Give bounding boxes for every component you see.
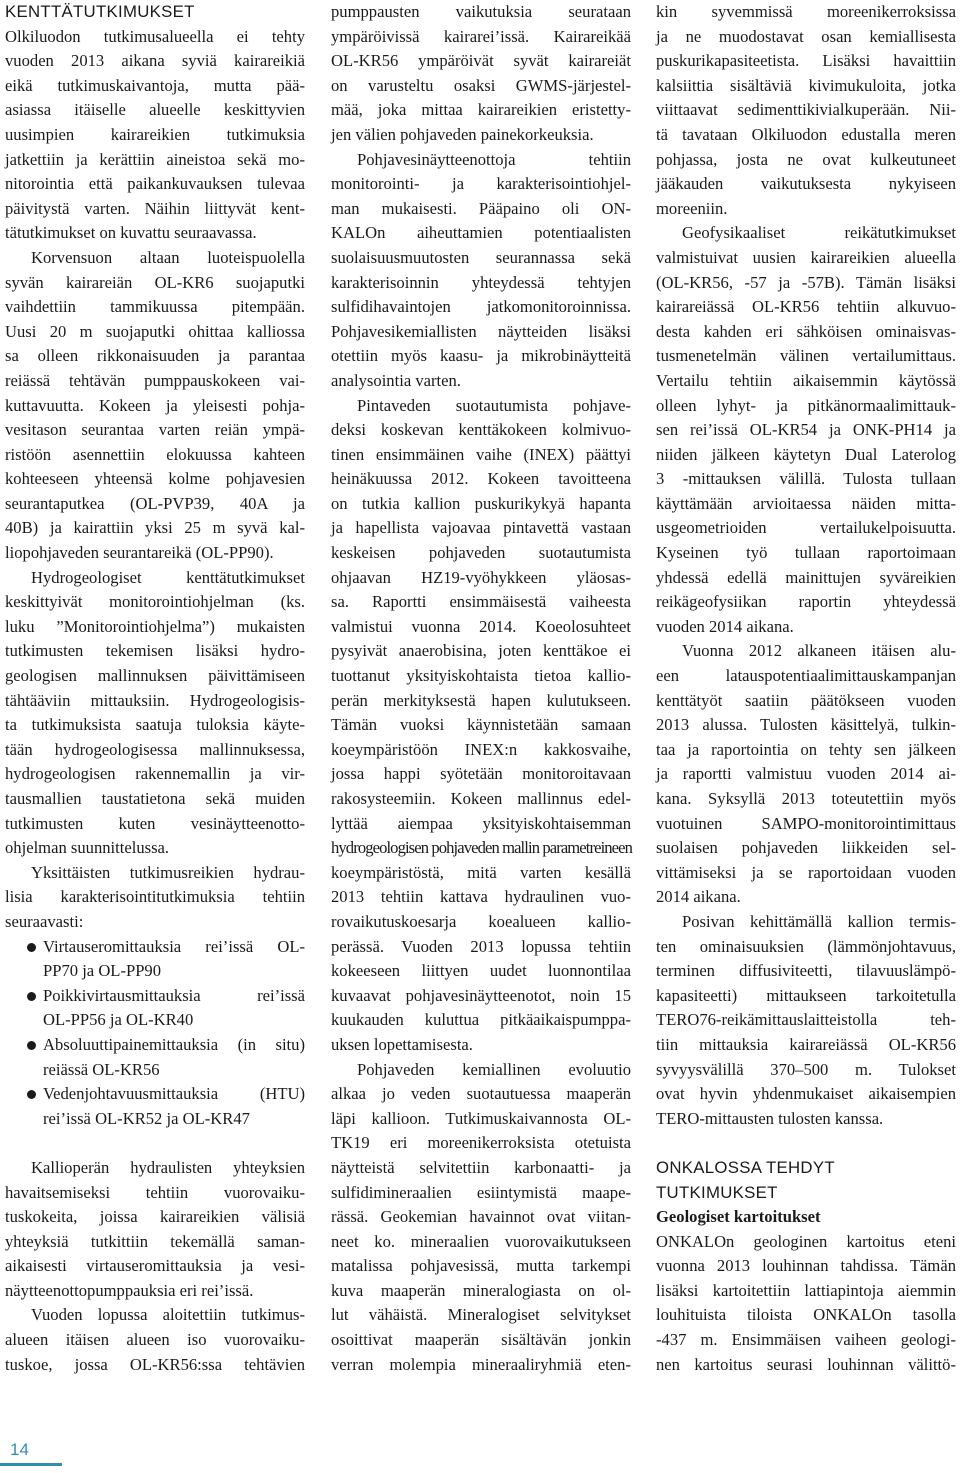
bullet-icon	[27, 943, 36, 952]
text-line: TK19 eri moreenikerroksista otetuista	[331, 1133, 631, 1153]
paragraph-first-line: Pintaveden suotautumista pohjave-	[357, 395, 631, 415]
text-line: TERO76-reikämittauslaitteistolla teh-	[656, 1010, 956, 1030]
text-line: neet ko. mineraalien vuorovaikutukseen	[331, 1231, 631, 1251]
text-line: kuttavuutta. Kokeen ja yleisesti pohja-	[5, 395, 305, 415]
text-line: kalsiittia sisältäviä kivimukuloita, jotka	[656, 75, 956, 95]
text-line: OL-KR56 ympäröivät syvät kairareiät	[331, 51, 631, 71]
text-line: ten ominaisuuksien (lämmönjohtavuus,	[656, 936, 956, 956]
section-heading: KENTTÄTUTKIMUKSET	[5, 2, 195, 21]
paragraph-first-line: Vuonna 2012 alkaneen itäisen alu-	[682, 641, 956, 661]
text-line: valmistui vuonna 2014. Koeolosuhteet	[331, 616, 631, 636]
text-line: karakterisoinnin yhteydessä tehtyjen	[331, 272, 631, 292]
text-line: tätutkimukset on kuvattu seuraavassa.	[5, 223, 257, 243]
text-line: rakosysteemiin. Kokeen mallinnus edel-	[331, 789, 631, 808]
list-item	[5, 1033, 305, 1058]
paragraph-first-line: Yksittäisten tutkimusreikien hydrau-	[31, 862, 305, 882]
text-line: jatkettiin ja kerättiin aineistoa sekä mo-	[5, 149, 305, 169]
text-line: 40B) ja kairattiin yksi 25 m syvä kal-	[5, 518, 305, 538]
text-line: nen kartoitus seurasi louhinnan välittö-	[656, 1354, 956, 1374]
text-line: aikaisesti virtauseromittauksia ja vesi-	[5, 1256, 305, 1276]
text-line: liopohjaveden seurantareikä (OL-PP90).	[5, 543, 274, 563]
text-line: tuskokeita, joissa kairareikien välisiä	[5, 1207, 305, 1227]
text-line: 2013 alussa. Tulosten käsittelyä, tulkin-	[656, 715, 956, 735]
paragraph-first-line: Posivan kehittämällä kallion termis-	[682, 911, 956, 931]
text-line: käyttämään arvioitaessa näiden mitta-	[656, 493, 956, 513]
text-line: näytteistä selvitettiin karbonaatti- ja	[331, 1157, 631, 1177]
paragraph-first-line: Hydrogeologiset kenttätutkimukset	[31, 567, 305, 587]
text-line: seurantaputkea (OL-PVP39, 40A ja	[5, 493, 305, 513]
text-line: havaitsemiseksi tehtiin vuorovaiku-	[5, 1182, 305, 1202]
text-line: jen välien pohjaveden painekorkeuksia.	[331, 124, 594, 144]
text-column-2	[331, 0, 631, 1377]
text-line: mää, joka mittaa kairareikien eristetty-	[331, 100, 631, 120]
text-line: nitorointia että paikankuvauksen tulevaa	[5, 174, 305, 194]
text-line: päivitystä varten. Näihin liittyvät kent-	[5, 198, 305, 218]
text-line: sulfidihavaintojen jatkomonitoroinnissa.	[331, 297, 631, 317]
text-line: kana. Syksyllä 2013 toteutettiin myös	[656, 789, 956, 808]
text-line: taa ja raportointia on tehty sen jälkeen	[656, 739, 956, 759]
text-line: hydrogeologisen pohjaveden mallin parametreineen	[331, 838, 632, 858]
text-line: jossa happi syötetään monitoroitavaan	[331, 764, 631, 784]
text-line: valmistuivat uusien kairareikien alueella	[656, 247, 956, 267]
text-line: läpi kallioon. Tutkimuskaivannosta OL-	[331, 1108, 631, 1128]
text-line: lyttää aiempaa yksityiskohtaisemman	[331, 813, 631, 833]
text-line: on varusteltu osaksi GWMS-järjestel-	[331, 75, 631, 95]
text-line: verran molempia mineraaliryhmiä eten-	[331, 1354, 631, 1374]
text-line: Olkiluodon tutkimusalueella ei tehty	[5, 26, 305, 46]
text-line: yhdessä edellä mainittujen syväreikien	[656, 567, 956, 587]
text-line: pysyivät anaerobisina, joten kenttäkoe ei	[331, 641, 631, 661]
text-line: ohjaavan HZ19-vyöhykkeen yläosas-	[331, 567, 631, 587]
text-line: viittaavat sedimenttikivialkuperään. Nii-	[656, 100, 956, 120]
paragraph-first-line: Pohjaveden kemiallinen evoluutio	[357, 1059, 631, 1079]
text-line: puskurikapasiteetista. Lisäksi havaittiin	[656, 51, 956, 71]
list-item	[5, 984, 305, 1009]
text-line: ja hapellista vajoavaa pintavettä vastaan	[331, 518, 631, 538]
text-line: alueen itäisen alueen iso vuorovaiku-	[5, 1330, 305, 1350]
paragraph-first-line: Kallioperän hydraulisten yhteyksien	[31, 1157, 305, 1177]
list-item-text: Virtauseromittauksia rei’issä OL-	[43, 936, 305, 956]
list-item-continuation: reiässä OL-KR56	[43, 1059, 160, 1079]
text-line: desta kahden eri sähköisen ominaisvas-	[656, 321, 956, 341]
paragraph-first-line: Pohjavesinäytteenottoja tehtiin	[357, 149, 631, 169]
text-line: yhteyksiä tutkittiin tekemällä saman-	[5, 1231, 305, 1251]
text-line: kin syvemmissä moreenikerroksissa	[656, 2, 956, 21]
text-line: vuoden 2014 aikana.	[656, 616, 794, 636]
text-line: Pohjavesikemiallisten näytteiden lisäksi	[331, 321, 631, 341]
subsection-heading: Geologiset kartoitukset	[656, 1207, 821, 1227]
text-line: monitorointi- ja karakterisointiohjel-	[331, 174, 631, 194]
list-item-continuation: PP70 ja OL-PP90	[43, 961, 162, 981]
text-line: (OL-KR56, -57 ja -57B). Tämän lisäksi	[656, 272, 956, 292]
text-line: alkaa jo veden suotautuessa maaperän	[331, 1084, 631, 1104]
text-line: koeympäristöön INEX:n kakkosvaihe,	[331, 739, 631, 759]
text-line: terminen diffusiviteetti, tilavuuslämpö-	[656, 961, 956, 981]
text-line: -437 m. Ensimmäisen vaiheen geologi-	[656, 1330, 956, 1350]
text-line: reikägeofysiikan raportin yhteydessä	[656, 592, 956, 612]
text-line: osoittivat maaperän sisältävän jonkin	[331, 1330, 631, 1350]
text-line: tään hydrogeologisessa mallinnuksessa,	[5, 739, 305, 759]
text-line: man mukaisesti. Pääpaino oli ON-	[331, 198, 631, 218]
text-line: tutkimusten kuten vesinäytteenotto-	[5, 813, 305, 833]
text-line: tähtääviin mittauksiin. Hydrogeologisis-	[5, 690, 305, 710]
text-line: kuva maaperän mineralogiasta on ol-	[331, 1280, 631, 1300]
text-line: kokeeseen liittyen uudet luonnontilaa	[331, 961, 631, 981]
text-line: rässä. Geokemian havainnot ovat viitan-	[331, 1207, 631, 1227]
text-line: een latauspotentiaalimittauskampanjan	[656, 666, 956, 686]
text-line: perän merkityksestä hapen kulutukseen.	[331, 690, 631, 710]
text-line: louhituista tiloista ONKALOn tasolla	[656, 1305, 956, 1325]
text-line: vaihdettiin tammikuussa pitempään.	[5, 297, 305, 317]
text-line: lisia karakterisointitutkimuksia tehtiin	[5, 887, 305, 907]
text-line: Tämän vuoksi käynnistetään samaan	[331, 715, 631, 735]
text-line: reiässä tehtävän pumppauskokeen vai-	[5, 370, 305, 390]
list-item-text: Poikkivirtausmittauksia rei’issä	[43, 985, 305, 1005]
list-item-text: Vedenjohtavuusmittauksia (HTU)	[43, 1084, 305, 1104]
text-line: kuukauden kuluttua pitkäaikaispumppa-	[331, 1010, 631, 1030]
text-line: tuottanut yksityiskohtaista tietoa kallio-	[331, 666, 631, 686]
text-line: kairareiässä OL-KR56 tehtiin alkuvuo-	[656, 297, 956, 317]
text-line: usgeometrioiden vertailukelpoisuutta.	[656, 518, 956, 538]
text-column-3	[656, 0, 956, 1377]
text-line: olleen lyhyt- ja pitkänormaalimittauk-	[656, 395, 956, 415]
text-line: kuvaavat pohjavesinäytteenotot, noin 15	[331, 985, 631, 1005]
text-line: analysointia varten.	[331, 370, 461, 390]
text-line: tausmallien taustatietona sekä muiden	[5, 789, 305, 808]
text-line: pohjassa, josta ne ovat kulkeutuneet	[656, 149, 956, 169]
text-line: perässä. Vuoden 2013 lopussa tehtiin	[331, 936, 631, 956]
text-line: lut vähäistä. Mineralogiset selvitykset	[331, 1305, 631, 1325]
blank-line	[5, 1131, 305, 1156]
text-line: hydrogeologisen rakennemallin ja vir-	[5, 764, 305, 784]
text-line: sa. Raportti ensimmäisestä vaiheesta	[331, 592, 631, 612]
text-line: pumppausten vaikutuksia seurataan	[331, 2, 631, 21]
text-line: TERO-mittausten tulosten kanssa.	[656, 1108, 884, 1128]
text-line: näytteenottopumppauksia eri rei’issä.	[5, 1280, 254, 1300]
text-line: koeympäristöstä, mitä varten kesällä	[331, 862, 631, 882]
list-item	[5, 1082, 305, 1107]
text-line: deksi koskevan kenttäkokeen kolmivuo-	[331, 420, 631, 440]
text-line: ja raportti valmistuu vuoden 2014 ai-	[656, 764, 956, 784]
text-line: ohjelman suunnittelussa.	[5, 838, 170, 858]
text-line: asiassa itäiselle alueelle keskittyvien	[5, 100, 305, 120]
text-line: 2014 aikana.	[656, 887, 741, 907]
text-line: tuskoe, jossa OL-KR56:ssa tehtävien	[5, 1354, 305, 1374]
section-heading: TUTKIMUKSET	[656, 1182, 778, 1202]
page-number: 14	[10, 1440, 29, 1459]
paragraph-first-line: Vuoden lopussa aloitettiin tutkimus-	[31, 1305, 305, 1325]
text-column-1	[5, 0, 305, 1377]
text-line: vuonna 2013 louhinnan tahdissa. Tämän	[656, 1256, 956, 1276]
text-line: rovaikutuskoesarja koealueen kallio-	[331, 911, 631, 931]
list-item-continuation: OL-PP56 ja OL-KR40	[43, 1010, 194, 1030]
text-line: Vertailu tehtiin aikaisemmin käytössä	[656, 370, 956, 390]
text-line: tutkimusten tekemisen lisäksi hydro-	[5, 641, 305, 661]
text-line: moreeniin.	[656, 198, 728, 218]
text-line: sen rei’issä OL-KR54 ja ONK-PH14 ja	[656, 420, 956, 440]
text-line: 2013 tehtiin kattava hydraulinen vuo-	[331, 887, 631, 907]
text-line: on tutkia kallion puskurikykyä hapanta	[331, 493, 631, 513]
text-line: uusimpien kairareikien tutkimuksia	[5, 124, 305, 144]
text-line: ristöön asennettiin elokuussa kahteen	[5, 444, 305, 464]
text-line: eikä tutkimuskaivantoja, mutta pää-	[5, 75, 305, 95]
section-heading: ONKALOSSA TEHDYT	[656, 1157, 835, 1177]
bullet-icon	[27, 992, 36, 1001]
text-line: tinen ensimmäinen vaihe (INEX) päättyi	[331, 444, 631, 464]
text-line: ovat hyvin yhdenmukaiset aikaisempien	[656, 1084, 956, 1104]
text-line: syvyysvälillä 370–500 m. Tulokset	[656, 1059, 956, 1079]
list-item	[5, 935, 305, 960]
text-line: sulfidimineraalien esiintymistä maape-	[331, 1182, 631, 1202]
list-item-text: Absoluuttipainemittauksia (in situ)	[43, 1034, 305, 1054]
text-line: seuraavasti:	[5, 911, 84, 931]
paragraph-first-line: Korvensuon altaan luoteispuolella	[31, 247, 305, 267]
text-line: heinäkuussa 2012. Kokeen tavoitteena	[331, 469, 631, 489]
text-line: kapasiteetti) mittaukseen tarkoitetulla	[656, 985, 956, 1005]
text-line: jääkauden vaikutuksesta nykyiseen	[656, 174, 956, 194]
text-line: KALOn aiheuttamien potentiaalisten	[331, 223, 631, 243]
text-line: 3 -mittauksen välillä. Tulosta tullaan	[656, 469, 956, 489]
text-line: niiden jälkeen käytetyn Dual Laterolog	[656, 444, 956, 464]
text-line: matalissa pohjavesissä, mutta tarkempi	[331, 1256, 631, 1276]
text-line: tä tavataan Olkiluodon edustalla meren	[656, 124, 956, 144]
text-line: syvän kairareiän OL-KR6 suojaputki	[5, 272, 305, 292]
text-line: Uusi 20 m suojaputki ohittaa kalliossa	[5, 321, 305, 341]
bullet-icon	[27, 1090, 36, 1099]
text-line: suolaisuusmuutosten seurannassa sekä	[331, 247, 631, 267]
text-line: lisäksi kartoitettiin lattiapintoja aiemmin	[656, 1280, 956, 1300]
text-line: ja ne muodostavat osan kemiallisesta	[656, 26, 956, 46]
text-line: geologisen mallinnuksen päivittämiseen	[5, 666, 305, 686]
text-line: Kyseinen työ tullaan raportoimaan	[656, 543, 956, 563]
text-line: otettiin myös kaasu- ja mikrobinäytteitä	[331, 346, 631, 366]
text-line: vittämiseksi ja se raportoidaan vuoden	[656, 862, 956, 882]
bullet-icon	[27, 1041, 36, 1050]
text-line: tiin mittauksia kairareiässä OL-KR56	[656, 1034, 956, 1054]
text-line: keskeisen pohjaveden suotautumista	[331, 543, 631, 563]
text-line: ta tutkimuksista saatuja tuloksia käyte-	[5, 715, 305, 735]
paragraph-first-line: Geofysikaaliset reikätutkimukset	[682, 223, 956, 243]
blank-line	[656, 1131, 956, 1156]
text-line: keskittyivät monitorointiohjelman (ks.	[5, 592, 305, 612]
text-line: ONKALOn geologinen kartoitus eteni	[656, 1231, 956, 1251]
text-line: vuotuinen SAMPO-monitorointimittaus	[656, 813, 956, 833]
text-line: sa olleen rikkonaisuuden ja parantaa	[5, 346, 305, 366]
text-line: kohteeseen yhteensä kolme pohjavesien	[5, 469, 305, 489]
text-line: ympäröivissä kairarei’issä. Kairareikää	[331, 26, 631, 46]
text-line: kenttätyöt saatiin päätökseen vuoden	[656, 690, 956, 710]
text-line: suolaisen pohjaveden liikkeiden sel-	[656, 838, 956, 858]
text-line: vuoden 2013 aikana syviä kairareikiä	[5, 51, 305, 71]
text-line: vesitason seurantaa varten reiän ympä-	[5, 420, 305, 440]
text-line: tusmenetelmän välinen vertailumittaus.	[656, 346, 956, 366]
page-number-rule	[0, 1463, 62, 1466]
text-line: uksen lopettamisesta.	[331, 1034, 473, 1054]
text-line: luku ”Monitorointiohjelma”) mukaisten	[5, 616, 305, 636]
list-item-continuation: rei’issä OL-KR52 ja OL-KR47	[43, 1108, 250, 1128]
